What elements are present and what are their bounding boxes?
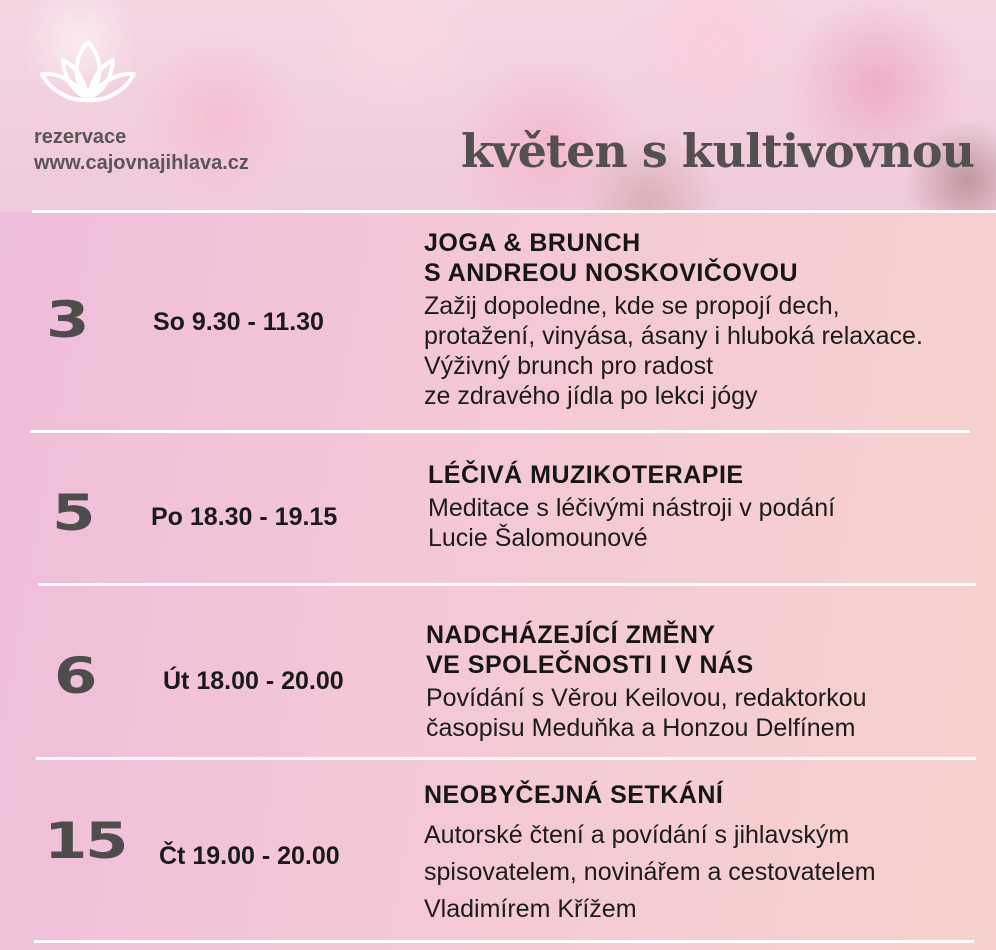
event-description	[428, 493, 835, 553]
event-day-number: 5	[52, 484, 93, 542]
event-time: Po 18.30 - 19.15	[151, 503, 338, 531]
event-title	[426, 620, 754, 680]
event-time: Čt 19.00 - 20.00	[159, 842, 340, 870]
divider	[38, 583, 976, 586]
reservation-contact	[34, 124, 249, 176]
description-line: Autorské čtení a povídání s jihlavským	[424, 821, 850, 849]
divider	[36, 757, 976, 760]
description-line: Výživný brunch pro radost	[424, 352, 714, 380]
website-link[interactable]: www.cajovnajihlava.cz	[34, 152, 249, 174]
event-day-number: 6	[54, 647, 95, 705]
event-description	[424, 817, 876, 928]
page-title: květen s kultivovnou	[461, 124, 974, 178]
description-line: Meditace s léčivými nástroji v podání	[428, 494, 836, 522]
description-line: Povídání s Věrou Keilovou, redaktorkou	[426, 684, 867, 712]
event-title-line: S ANDREOU NOSKOVIČOVOU	[424, 259, 799, 287]
description-line: Zažij dopoledne, kde se propojí dech,	[424, 292, 840, 320]
description-line: časopisu Meduňka a Honzou Delfínem	[426, 714, 856, 742]
event-title	[424, 228, 798, 288]
description-line: Lucie Šalomounové	[428, 524, 648, 552]
description-line: Vladimírem Křížem	[424, 895, 637, 923]
event-description	[426, 683, 867, 743]
event-description	[424, 291, 923, 411]
event-time: So 9.30 - 11.30	[153, 308, 324, 336]
event-day-number: 3	[46, 291, 87, 349]
description-line: protažení, vinyása, ásany i hluboká relaxace.	[424, 322, 923, 350]
header-banner	[0, 0, 996, 212]
divider	[34, 940, 974, 943]
event-day-number: 15	[44, 812, 126, 870]
divider	[32, 210, 996, 213]
contact-label: rezervace	[34, 126, 127, 148]
event-time: Út 18.00 - 20.00	[163, 667, 344, 695]
event-title-line: LÉČIVÁ MUZIKOTERAPIE	[428, 461, 744, 489]
description-line: ze zdravého jídla po lekci jógy	[424, 382, 758, 410]
event-title	[428, 460, 744, 490]
event-title-line: NEOBYČEJNÁ SETKÁNÍ	[424, 781, 724, 809]
event-title-line: NADCHÁZEJÍCÍ ZMĚNY	[426, 621, 716, 649]
divider	[30, 430, 970, 433]
event-title	[424, 780, 723, 810]
event-title-line: JOGA & BRUNCH	[424, 229, 641, 257]
lotus-logo-icon	[38, 36, 138, 108]
description-line: spisovatelem, novinářem a cestovatelem	[424, 858, 876, 886]
event-title-line: VE SPOLEČNOSTI I V NÁS	[426, 651, 754, 679]
